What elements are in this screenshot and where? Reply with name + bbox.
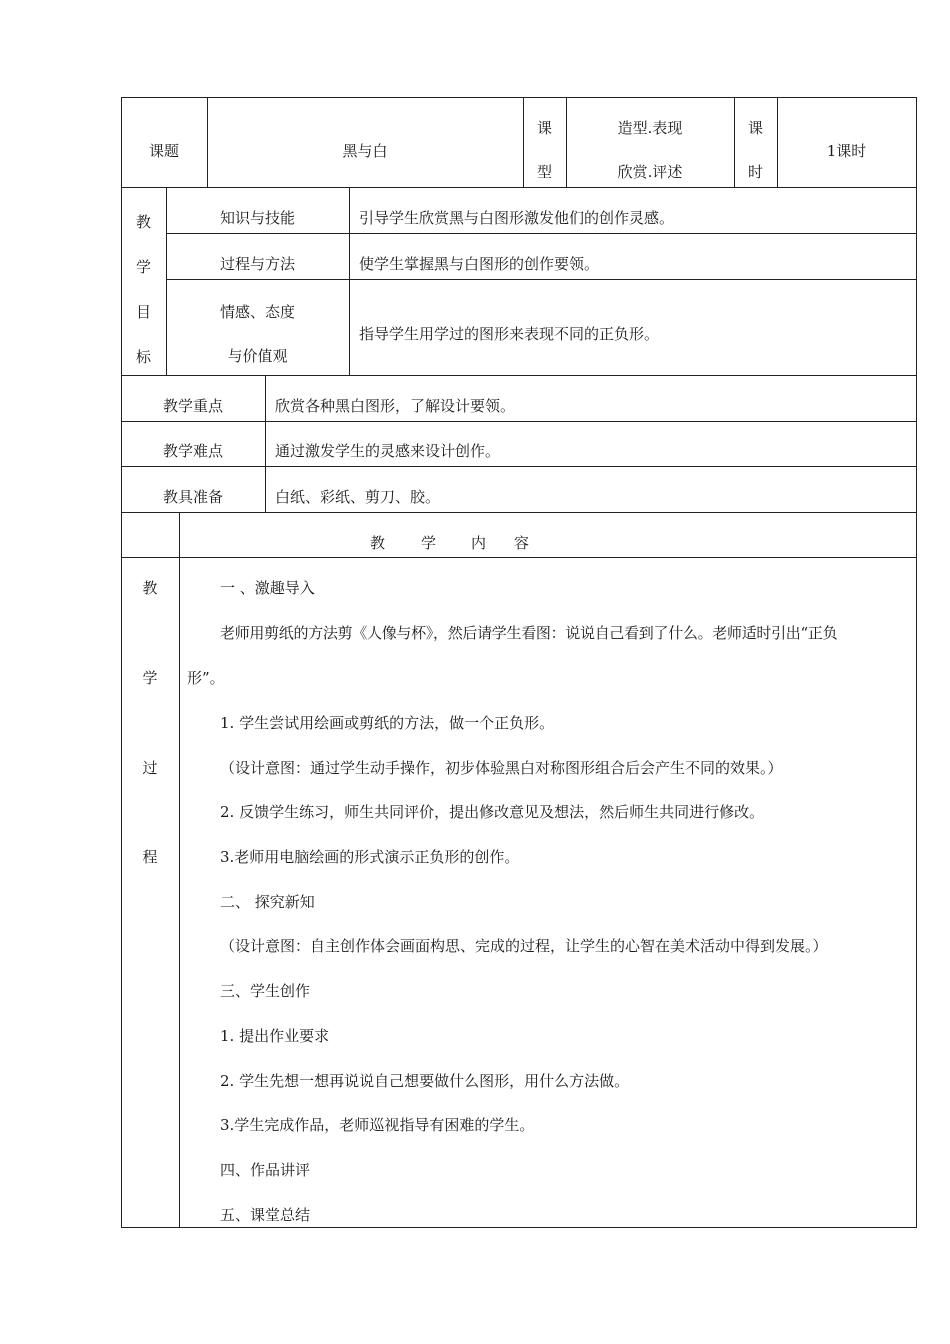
process-line: 2. 反馈学生练习，师生共同评价，提出修改意见及想法，然后师生共同进行修改。 [220, 803, 765, 821]
hours-value: 1课时 [826, 142, 867, 160]
table-border-top [121, 97, 917, 98]
process-line: 三、学生创作 [220, 982, 311, 1000]
content-header-char: 学 [421, 534, 437, 552]
goals-label-char: 标 [135, 348, 151, 366]
row-divider [121, 557, 917, 558]
content-header-char: 内 [471, 534, 487, 552]
process-label-char: 程 [142, 848, 158, 866]
process-line: 四、作品讲评 [220, 1161, 311, 1179]
key-points-label: 教学重点 [162, 397, 223, 415]
process-label-char: 学 [142, 669, 158, 687]
goal-attitude-label-1: 情感、态度 [219, 303, 295, 321]
table-border-right [916, 97, 917, 1228]
topic-label: 课题 [148, 142, 179, 160]
col-divider [349, 187, 350, 375]
process-line: 二、 探究新知 [220, 893, 315, 911]
row-divider [166, 233, 917, 234]
process-line: 老师用剪纸的方法剪《人像与杯》，然后请学生看图：说说自己看到了什么。老师适时引出“正负 [220, 624, 838, 642]
content-header-char: 容 [514, 534, 530, 552]
row-divider [121, 187, 917, 188]
process-line: 2. 学生先想一想再说说自己想要做什么图形，用什么方法做。 [220, 1072, 630, 1090]
hours-label-2: 时 [747, 163, 763, 181]
type-label-2: 型 [536, 163, 552, 181]
goal-knowledge-label: 知识与技能 [219, 209, 295, 227]
process-line: 3.老师用电脑绘画的形式演示正负形的创作。 [220, 848, 520, 866]
goal-attitude-text: 指导学生用学过的图形来表现不同的正负形。 [359, 325, 660, 343]
table-border-bottom [121, 1227, 917, 1228]
process-line: 五、课堂总结 [220, 1206, 311, 1224]
type-value-1: 造型.表现 [617, 119, 683, 137]
process-line: 1. 提出作业要求 [220, 1027, 330, 1045]
type-value-2: 欣赏.评述 [617, 163, 683, 181]
row-divider [121, 512, 917, 513]
process-line: 形”。 [187, 669, 225, 687]
row-divider [121, 421, 917, 422]
goal-process-text: 使学生掌握黑与白图形的创作要领。 [359, 255, 600, 273]
difficulties-label: 教学难点 [162, 442, 223, 460]
goals-label-char: 学 [135, 258, 151, 276]
process-line: 一 、激趣导入 [220, 579, 315, 597]
col-divider [179, 512, 180, 1228]
goal-knowledge-text: 引导学生欣赏黑与白图形激发他们的创作灵感。 [359, 209, 675, 227]
content-header-char: 教 [370, 534, 386, 552]
process-line: 1. 学生尝试用绘画或剪纸的方法，做一个正负形。 [220, 714, 555, 732]
col-divider [265, 375, 266, 512]
process-label-char: 教 [142, 579, 158, 597]
hours-label-1: 课 [747, 119, 763, 137]
materials-label: 教具准备 [162, 488, 223, 506]
topic-value: 黑与白 [342, 142, 388, 160]
process-label-char: 过 [142, 759, 158, 777]
type-label-1: 课 [536, 119, 552, 137]
materials-text: 白纸、彩纸、剪刀、胶。 [275, 488, 441, 506]
process-line: （设计意图：自主创作体会画面构思、完成的过程，让学生的心智在美术活动中得到发展。） [220, 937, 828, 955]
goal-attitude-label-2: 与价值观 [227, 347, 288, 365]
goals-label-char: 目 [135, 303, 151, 321]
row-divider [121, 466, 917, 467]
goals-label-char: 教 [135, 213, 151, 231]
difficulties-text: 通过激发学生的灵感来设计创作。 [275, 442, 501, 460]
goal-process-label: 过程与方法 [219, 255, 295, 273]
process-line: 3.学生完成作品，老师巡视指导有困难的学生。 [220, 1116, 535, 1134]
row-divider [121, 375, 917, 376]
process-line: （设计意图：通过学生动手操作，初步体验黑白对称图形组合后会产生不同的效果。） [220, 759, 783, 777]
row-divider [166, 279, 917, 280]
key-points-text: 欣赏各种黑白图形，了解设计要领。 [275, 397, 516, 415]
